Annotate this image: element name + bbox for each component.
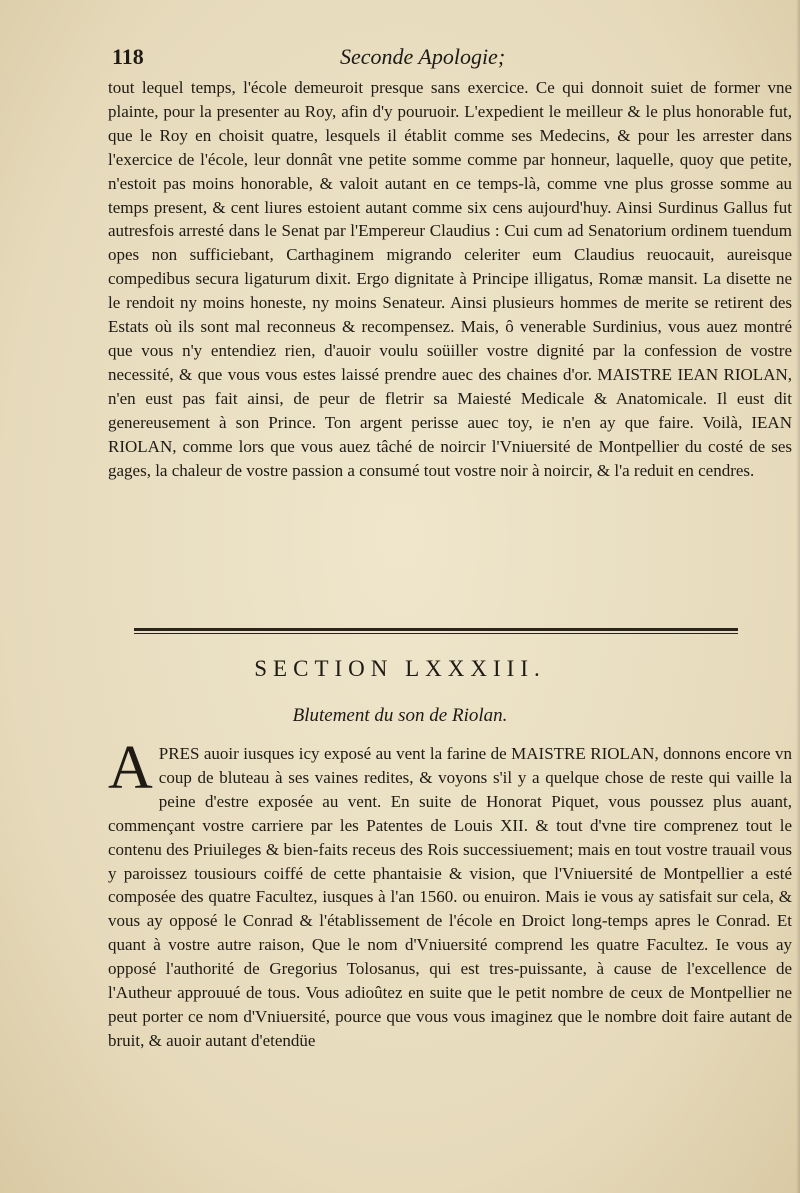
- running-head: Seconde Apologie;: [340, 44, 506, 69]
- section-title: SECTION LXXXIII.: [254, 656, 546, 681]
- paragraph-2-text: PRES auoir iusques icy exposé au vent la farine de MAISTRE RIOLAN, donnons encore vn coup de bluteau à ses vaines redites, & voyons s'il y a quelque chose de reste qui vaille la peine d'estre exposée au vent. En suite de Honorat Piquet, vous poussez plus auant, commençant vostre carriere par les Patentes de Louis XII. & tout d'vne tire comprenez tout le contenu des Priuileges & bien-faits receus des Rois successiuement; mais en tout vostre trauail vous y paroissez tousiours coiffé de cette phantaisie & vision, que l'Vniuersité de Montpellier a esté composée des quatre Facultez, iusques à l'an 1560. ou enuiron. Mais ie vous ay satisfait sur cela, & vous ay opposé le Conrad & l'établissement de l'école en Droict long-temps apres le Conrad. Et quant à vostre autre raison, Que le nom d'Vniuersité comprend les quatre Facultez. Ie vous ay opposé l'authorité de Gregorius Tolosanus, qui est tres-puissante, à cause de l'excellence de l'Autheur approuué de tous. Vous adioûtez en suite que le petit nombre de ceux de Montpellier ne peut porter ce nom d'Vniuersité, pource que vous vous imaginez que le nombre doit faire autant de bruit, & auoir autant d'etendüe: [108, 744, 792, 1050]
- section-subtitle: Blutement du son de Riolan.: [292, 705, 508, 726]
- paragraph-1: tout lequel temps, l'école demeuroit presque sans exercice. Ce qui donnoit suiet de former vne plainte, pour la presenter au Roy, afin d'y pouruoir. L'expedient le meilleur & le plus honorable fut, que le Roy en choisit quatre, lesquels il établit comme ses Medecins, & pour les arrester dans l'exercice de l'école, leur donnât vne petite somme comme par honneur, laquelle, quoy que petite, n'estoit pas moins honorable, & valoit autant en ce temps-là, comme vne plus grosse somme au temps present, & cent liures estoient autant comme six cens aujourd'huy. Ainsi Surdinus Gallus fut autresfois arresté dans le Senat par l'Empereur Claudius : Cui cum ad Senatorium ordinem tuendum opes non sufficiebant, Carthaginem migrando celeriter eum Claudius reuocauit, aureisque compedibus secura ligaturum dixit. Ergo dignitate à Principe illigatus, Romæ mansit. La disette ne le rendoit ny moins honeste, ny moins Senateur. Ainsi plusieurs hommes de merite se retirent des Estats où ils sont mal reconneus & recompensez. Mais, ô venerable Surdinius, vous auez montré que vous n'y entendiez rien, d'auoir voulu soüiller vostre dignité par la confession de vostre necessité, & que vous vous estes laissé prendre auec des chaines d'or. MAISTRE IEAN RIOLAN, n'en eust pas fait ainsi, de peur de fletrir sa Maiesté Medicale & Anatomicale. Il eust dit genereusement à son Prince. Ton argent perisse auec toy, ie n'en ay que faire. Voilà, IEAN RIOLAN, comme lors que vous auez tâché de noircir l'Vniuersité de Montpellier du costé de ses gages, la chaleur de vostre passion a consumé tout vostre noir à noircir, & l'a reduit en cendres.: [108, 78, 792, 480]
- drop-cap: A: [108, 734, 153, 802]
- page-number: 118: [112, 44, 144, 69]
- page-header: [112, 44, 764, 74]
- section-divider: [134, 628, 738, 631]
- paragraph-2: [108, 734, 792, 1053]
- page-edge-shadow: [796, 0, 800, 1193]
